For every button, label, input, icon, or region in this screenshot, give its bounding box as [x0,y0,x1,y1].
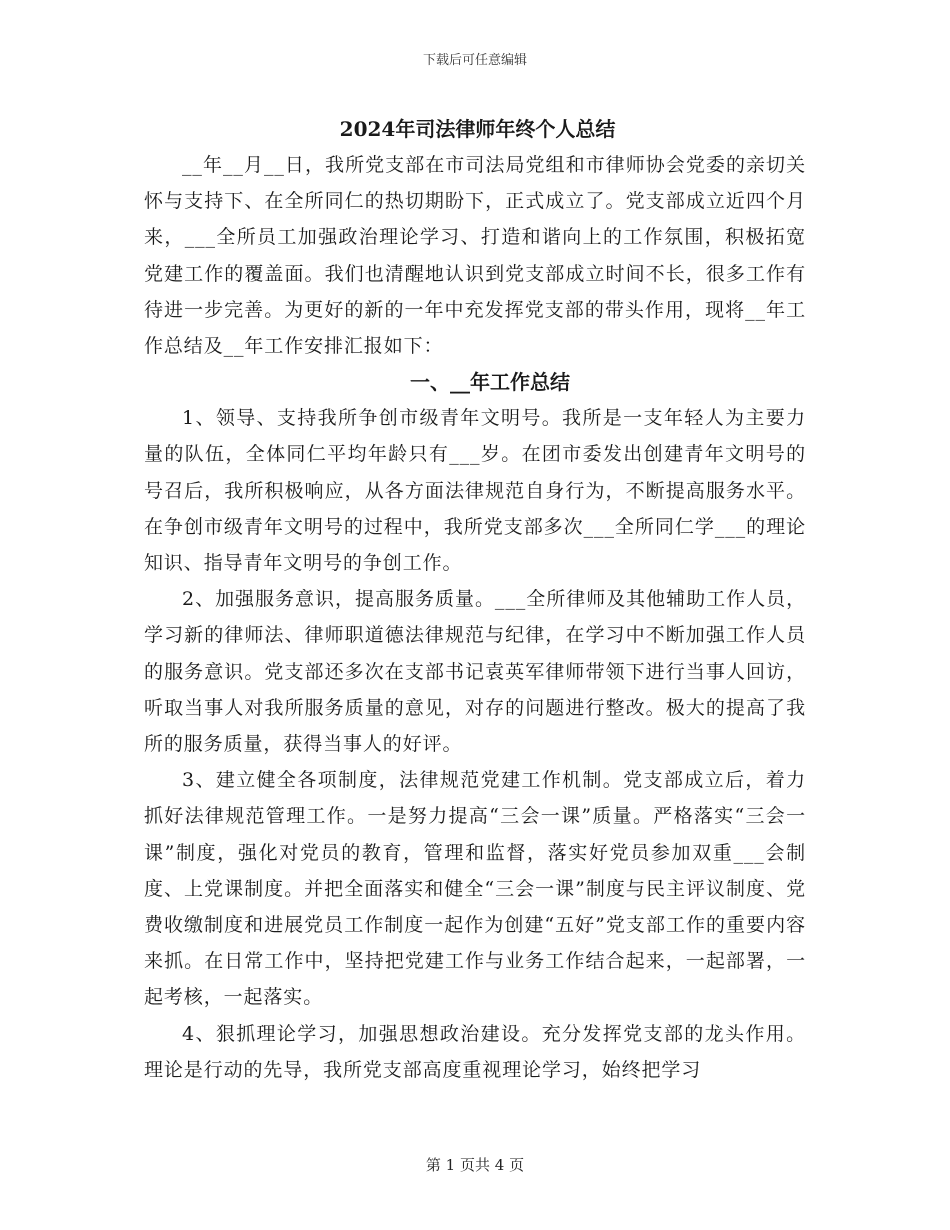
section-heading: 一、__年工作总结 [410,370,570,395]
paragraph-2: 2、加强服务意识，提高服务质量。___全所律师及其他辅助工作人员，学习新的律师法、律师职道德法律规范与纪律，在学习中不断加强工作人员的服务意识。党支部还多次在支部书记袁英军律师带领下进行当事人回访，听取当事人对我所服务质量的意见，对存的问题进行整改。极大的提高了我所的服务质量，获得当事人的好评。 [144,588,806,756]
intro-paragraph: __年__月__日，我所党支部在市司法局党组和市律师协会党委的亲切关怀与支持下、在全所同仁的热切期盼下，正式成立了。党支部成立近四个月来，___全所员工加强政治理论学习、打造和谐向上的工作氛围，积极拓宽党建工作的覆盖面。我们也清醒地认识到党支部成立时间不长，很多工作有待进一步完善。为更好的新的一年中充发挥党支部的带头作用，现将__年工作总结及__年工作安排汇报如下： [144,154,806,358]
document-body [144,111,806,1088]
paragraph-1: 1、领导、支持我所争创市级青年文明号。我所是一支年轻人为主要力量的队伍，全体同仁平均年龄只有___岁。在团市委发出创建青年文明号的号召后，我所积极响应，从各方面法律规范自身行为，不断提高服务水平。在争创市级青年文明号的过程中，我所党支部多次___全所同仁学___的理论知识、指导青年文明号的争创工作。 [144,407,806,575]
document-title: 2024年司法律师年终个人总结 [339,117,616,141]
page-number-footer: 第 1 页共 4 页 [425,1156,525,1174]
paragraph-4: 4、狠抓理论学习，加强思想政治建设。充分发挥党支部的龙头作用。理论是行动的先导，我所党支部高度重视理论学习，始终把学习 [144,1022,806,1081]
page-header-note: 下载后可任意编辑 [422,53,527,68]
paragraph-3: 3、建立健全各项制度，法律规范党建工作机制。党支部成立后，着力抓好法律规范管理工作。一是努力提高“三会一课”质量。严格落实“三会一课”制度，强化对党员的教育，管理和监督，落实好党员参加双重___会制度、上党课制度。并把全面落实和健全“三会一课”制度与民主评议制度、党费收缴制度和进展党员工作制度一起作为创建“五好”党支部工作的重要内容来抓。在日常工作中，坚持把党建工作与业务工作结合起来，一起部署，一起考核，一起落实。 [144,769,806,1009]
